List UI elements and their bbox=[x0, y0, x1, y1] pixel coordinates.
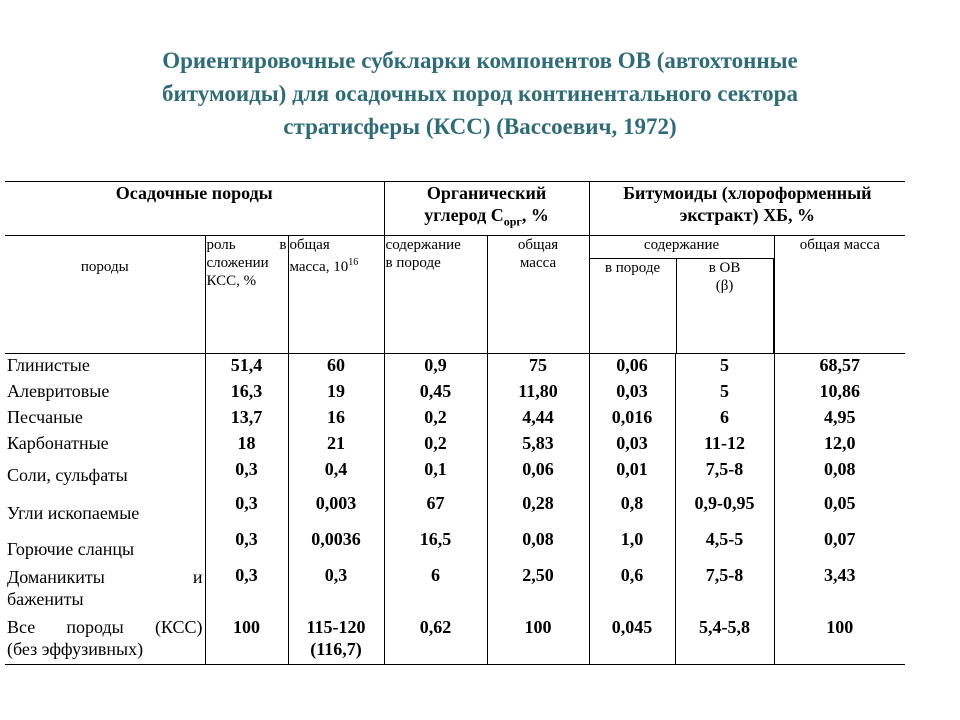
sub-header-rock: породы bbox=[5, 236, 205, 354]
table-row: Угли ископаемые 0,3 0,003 67 0,28 0,8 0,9-0,95 0,05 bbox=[5, 492, 905, 528]
table-row: Глинистые 51,4 60 0,9 75 0,06 5 68,57 bbox=[5, 354, 905, 381]
title-line-3: стратисферы (КСС) (Вассоевич, 1972) bbox=[283, 114, 677, 139]
slide-title bbox=[60, 44, 900, 143]
rock-domanik: Доманикиты и бажениты bbox=[7, 567, 203, 609]
table-row: Соли, сульфаты 0,3 0,4 0,1 0,06 0,01 7,5-8 0,08 bbox=[5, 458, 905, 492]
table-row: Алевритовые 16,3 19 0,45 11,80 0,03 5 10,86 bbox=[5, 380, 905, 406]
title-line-2: битумоиды) для осадочных пород континентального сектора bbox=[162, 81, 798, 106]
table-row: Все породы (КСС) (без эффузивных) 100 115-120 (116,7) 0,62 100 0,045 5,4-5,8 100 bbox=[5, 616, 905, 664]
group-header-row bbox=[5, 182, 905, 236]
sub-header-carbon-mass: общая масса bbox=[487, 236, 589, 354]
table-row: Доманикиты и бажениты 0,3 0,3 6 2,50 0,6 7,5-8 3,43 bbox=[5, 564, 905, 616]
header-sedimentary-rocks: Осадочные породы bbox=[5, 182, 384, 236]
header-organic-carbon: Органический углерод $С_{орг}$, % bbox=[384, 182, 589, 236]
title-line-1: Ориентировочные субкларки компонентов ОВ (автохтонные bbox=[162, 48, 798, 73]
table-row: Песчаные 13,7 16 0,2 4,44 0,016 6 4,95 bbox=[5, 406, 905, 432]
rock-all: Все породы (КСС) (без эффузивных) bbox=[5, 616, 205, 664]
sub-header-in-rock: в породе bbox=[590, 259, 677, 353]
sub-header-row bbox=[5, 236, 905, 354]
all-mass: 115-120 (116,7) bbox=[288, 616, 384, 664]
table-row: Горючие сланцы 0,3 0,0036 16,5 0,08 1,0 4,5-5 0,07 bbox=[5, 528, 905, 564]
sub-header-carbon-content: содержание в породе bbox=[384, 236, 487, 354]
header-bitumoids: Битумоиды (хлороформенный экстракт) ХБ, % bbox=[589, 182, 905, 236]
sub-header-in-ov: в ОВ (β) bbox=[677, 259, 774, 353]
sub-header-role: роль в сложении КСС, % bbox=[205, 236, 288, 354]
table-row: Карбонатные 18 21 0,2 5,83 0,03 11-12 12,0 bbox=[5, 432, 905, 458]
sub-header-bitumoid-content: содержание в породе в ОВ (β) bbox=[589, 236, 774, 354]
composition-table bbox=[5, 181, 905, 665]
sub-header-total-mass: общая масса, $10^{16}$ bbox=[288, 236, 384, 354]
sub-header-bitumoid-mass: общая масса bbox=[774, 236, 905, 354]
